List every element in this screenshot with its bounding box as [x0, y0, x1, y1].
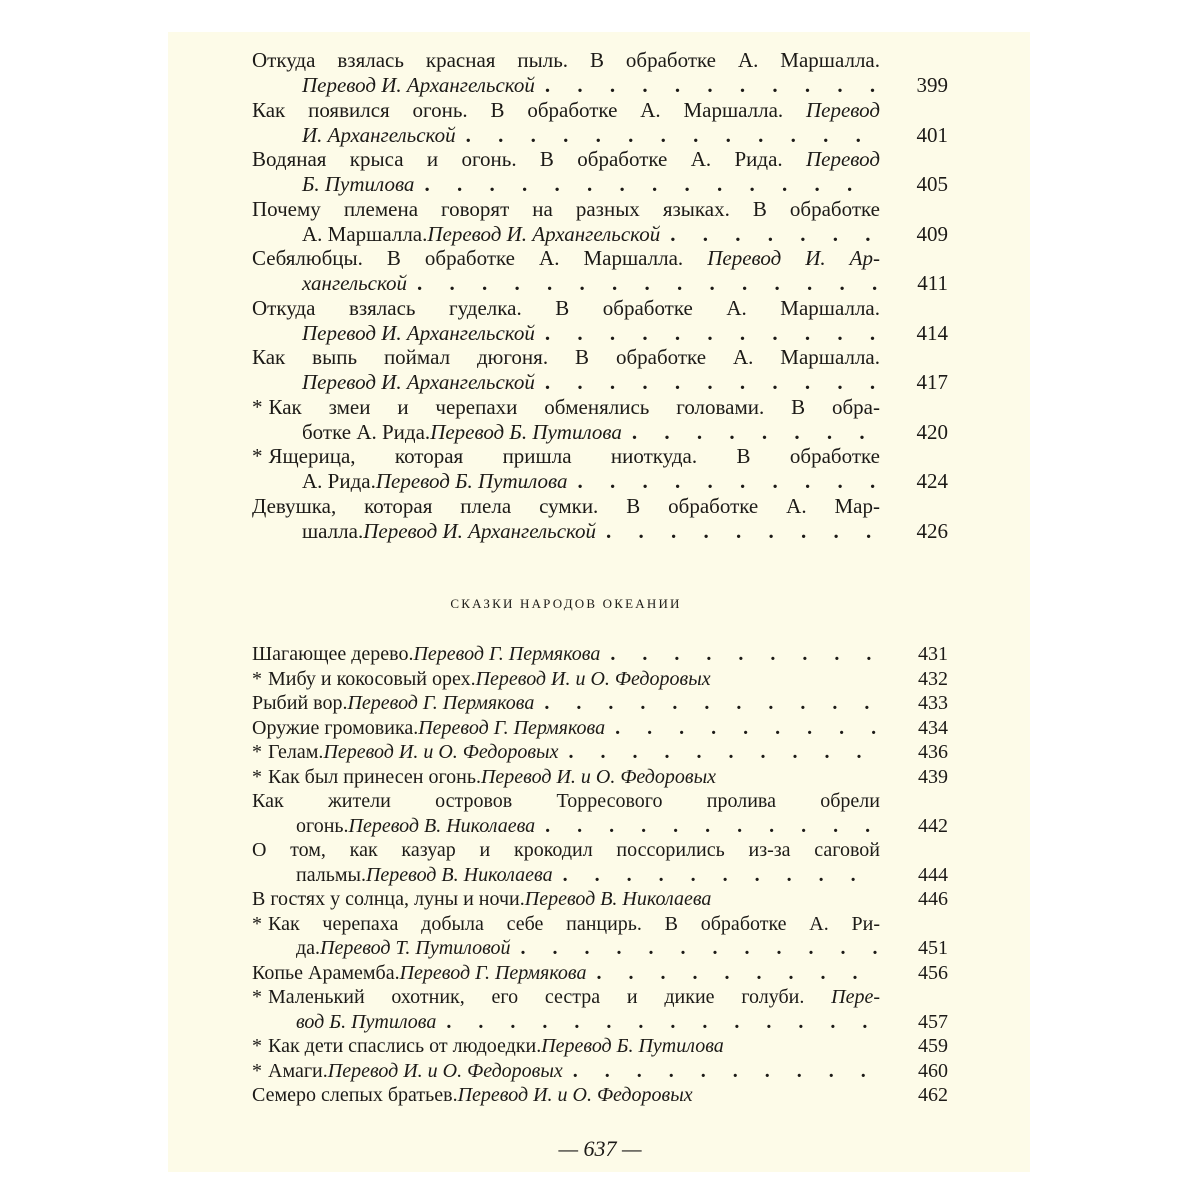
entry-title: Гелам. [268, 741, 324, 763]
page-number: 399 [916, 73, 948, 97]
section-heading: СКАЗКИ НАРОДОВ ОКЕАНИИ [450, 596, 682, 611]
toc-entry [252, 912, 948, 961]
toc-entry [252, 667, 948, 692]
translator: Перевод Г. Пермякова [347, 692, 535, 714]
page-number: 426 [916, 518, 948, 543]
asterisk-mark: * [252, 1059, 262, 1082]
toc-entry [252, 394, 948, 445]
toc-entry [252, 716, 948, 741]
entry-title: Ящерица, которая пришла ниоткуда. В обработке [268, 444, 880, 468]
leader-dots [545, 73, 880, 98]
translator: Перевод Б. Путилова [541, 1035, 724, 1057]
toc-entry [252, 765, 948, 790]
page-number: 411 [917, 271, 948, 295]
toc-entry [252, 444, 948, 494]
entry-title: Семеро слепых братьев. [252, 1084, 458, 1106]
toc-entry [252, 1083, 948, 1108]
toc-entry [252, 48, 948, 98]
asterisk-mark: * [252, 394, 263, 419]
toc-entry [252, 345, 948, 395]
page-number: 436 [918, 741, 948, 763]
page-number: 442 [918, 814, 948, 837]
asterisk-mark: * [252, 912, 262, 935]
entry-title: Как дети спаслись от людоедки. [268, 1035, 542, 1057]
translator: Перевод Б. Путилова [375, 469, 568, 493]
translator: Перевод И. Ар- [707, 246, 880, 270]
page-number: 405 [916, 172, 948, 196]
translator-label: Пере- [831, 986, 880, 1008]
leader-dots [578, 469, 880, 494]
page-number: 409 [916, 221, 948, 246]
entry-title: Себялюбцы. В обработке А. Маршалла. [252, 246, 708, 270]
entry-title-continued: А. Маршалла. [302, 221, 428, 246]
toc-entry [252, 691, 948, 716]
translator: Перевод И. Архангельской [302, 320, 535, 345]
translator: Перевод И. Архангельской [302, 73, 535, 97]
leader-dots [596, 961, 880, 986]
page-number: 424 [916, 469, 948, 493]
page-number: 431 [918, 643, 948, 665]
entry-title-continued: пальмы. [296, 863, 366, 886]
entry-title: В гостях у солнца, луны и ночи. [252, 888, 525, 910]
translator: Перевод И. Архангельской [363, 518, 597, 543]
toc-entry [252, 1034, 948, 1059]
page-number: 457 [918, 1010, 948, 1033]
translator: Перевод Т. Путиловой [320, 937, 511, 959]
toc-entry [252, 295, 948, 346]
leader-dots [545, 370, 880, 395]
entry-title: Шагающее дерево. [252, 643, 414, 665]
translator: вод Б. Путилова [296, 1010, 437, 1033]
asterisk-mark: * [252, 667, 262, 690]
entry-title-continued: да. [296, 937, 321, 959]
toc-list-australia [252, 48, 948, 543]
entry-title: Как появился огонь. В обработке А. Маршалла. [252, 97, 806, 122]
leader-dots [573, 1059, 880, 1084]
leader-dots [545, 814, 880, 839]
translator: Перевод И. и О. Федоровых [475, 667, 711, 690]
toc-entry [252, 147, 948, 197]
asterisk-mark: * [252, 1035, 262, 1057]
translator: Перевод Г. Пермякова [413, 643, 601, 665]
leader-dots [670, 222, 880, 247]
page-number: 451 [918, 937, 948, 959]
entry-title-line: Откуда взялась гуделка. В обработке А. Маршалла. [252, 295, 880, 320]
toc-entry [252, 838, 948, 887]
translator: Перевод И. и О. Федоровых [323, 741, 559, 763]
asterisk-mark: * [252, 765, 262, 788]
leader-dots [615, 716, 880, 741]
page-number: 459 [918, 1035, 948, 1057]
page-number: 433 [918, 692, 948, 714]
page-number: 456 [918, 961, 948, 984]
translator: Перевод И. и О. Федоровых [480, 765, 717, 788]
entry-title-line: Как выпь поймал дюгоня. В обработке А. Маршалла. [252, 345, 880, 369]
page-number: 462 [918, 1084, 948, 1106]
entry-title-continued: А. Рида. [302, 469, 376, 493]
translator: Б. Путилова [302, 172, 415, 196]
page-number: 439 [918, 765, 948, 788]
page-number: 420 [916, 419, 948, 444]
page-number: 446 [918, 888, 948, 910]
entry-title-line: Как жители островов Торресового пролива обрели [252, 790, 880, 812]
toc-list-oceania [252, 642, 948, 1108]
leader-dots [466, 123, 880, 148]
page-number: 460 [918, 1059, 948, 1082]
entry-title: Как черепаха добыла себе панцирь. В обработке А. Ри- [268, 912, 880, 935]
entry-title-continued: огонь. [296, 814, 349, 837]
entry-title-continued: ботке А. Рида. [302, 419, 431, 444]
translator: Перевод В. Николаева [348, 814, 536, 837]
toc-entry [252, 887, 948, 912]
translator: Перевод И. Архангельской [302, 370, 535, 394]
leader-dots [610, 642, 880, 667]
translator-label: Перевод [806, 147, 880, 171]
toc-entry [252, 642, 948, 667]
entry-title: Оружие громовика. [252, 716, 419, 739]
asterisk-mark: * [252, 741, 262, 763]
leader-dots [446, 1010, 880, 1035]
leader-dots [632, 420, 880, 445]
entry-title: Водяная крыса и огонь. В обработке А. Рида. [252, 147, 806, 171]
toc-entry [252, 740, 948, 765]
toc-entry [252, 985, 948, 1034]
toc-entry [252, 493, 948, 544]
leader-dots [544, 691, 880, 716]
translator: Перевод И. и О. Федоровых [457, 1084, 693, 1106]
page-number: 444 [918, 863, 948, 886]
toc-entry [252, 97, 948, 148]
translator: Перевод И. и О. Федоровых [327, 1059, 563, 1082]
translator: Перевод И. Архангельской [427, 221, 661, 246]
page-number: 434 [918, 716, 948, 739]
translator-label: Перевод [806, 97, 880, 122]
entry-title-line: Девушка, которая плела сумки. В обработке А. Мар- [252, 493, 880, 518]
leader-dots [563, 863, 880, 888]
toc-entry [252, 961, 948, 986]
entry-title-line: Откуда взялась красная пыль. В обработке А. Маршалла. [252, 48, 880, 72]
toc-entry [252, 1059, 948, 1084]
leader-dots [606, 519, 880, 544]
page-number: 432 [918, 667, 948, 690]
entry-title: Маленький охотник, его сестра и дикие голуби. [268, 986, 832, 1008]
leader-dots [545, 321, 880, 346]
entry-title-line: Почему племена говорят на разных языках. В обработке [252, 196, 880, 221]
page-number: 401 [916, 122, 948, 147]
page-number: 417 [916, 370, 948, 394]
entry-title: Как змеи и черепахи обменялись головами. В обра- [268, 394, 880, 419]
translator: Перевод В. Николаева [524, 888, 712, 910]
toc-entry [252, 196, 948, 247]
translator: И. Архангельской [302, 122, 456, 147]
entry-title: Как был принесен огонь. [268, 765, 481, 788]
leader-dots [424, 172, 880, 197]
leader-dots [568, 740, 880, 765]
toc-entry [252, 246, 948, 296]
page-folio: — 637 — [558, 1136, 642, 1161]
translator: Перевод Г. Пермякова [418, 716, 606, 739]
entry-title: Амаги. [268, 1059, 328, 1082]
entry-title: Рыбий вор. [252, 692, 348, 714]
leader-dots [417, 271, 880, 296]
entry-title-continued: шалла. [302, 518, 364, 543]
entry-title-line: О том, как казуар и крокодил поссорились из-за саговой [252, 839, 880, 861]
entry-title: Копье Арамемба. [252, 961, 400, 984]
translator: Перевод В. Николаева [365, 863, 553, 886]
toc-entry [252, 789, 948, 838]
translator-continued: хангельской [302, 271, 408, 295]
translator: Перевод Б. Путилова [430, 419, 622, 444]
leader-dots [521, 936, 880, 961]
asterisk-mark: * [252, 444, 263, 468]
entry-title: Мибу и кокосовый орех. [268, 667, 476, 690]
translator: Перевод Г. Пермякова [399, 961, 587, 984]
page-number: 414 [916, 320, 948, 345]
asterisk-mark: * [252, 986, 262, 1008]
